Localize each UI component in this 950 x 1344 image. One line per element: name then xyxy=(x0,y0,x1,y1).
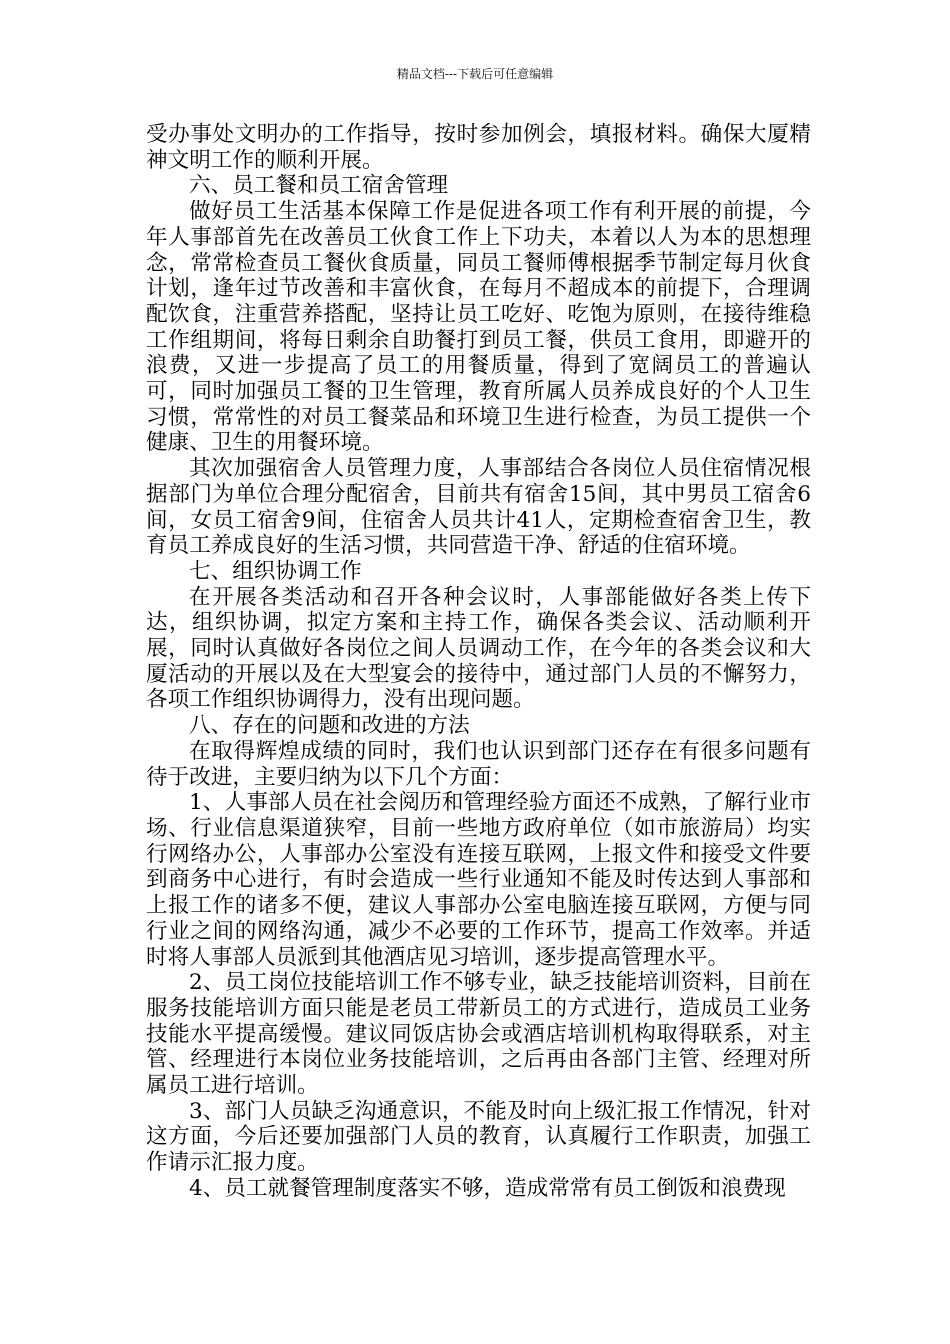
paragraph: 在取得辉煌成绩的同时，我们也认识到部门还存在有很多问题有待于改进，主要归纳为以下几个方面： xyxy=(146,738,811,790)
paragraph: 其次加强宿舍人员管理力度，人事部结合各岗位人员住宿情况根据部门为单位合理分配宿舍，目前共有宿舍15间，其中男员工宿舍6间，女员工宿舍9间，住宿舍人员共计41人，定期检查宿舍卫生，教育员工养成良好的生活习惯，共同营造干净、舒适的住宿环境。 xyxy=(146,456,811,559)
section-heading: 六、员工餐和员工宿舍管理 xyxy=(189,173,449,199)
document-body xyxy=(146,122,811,1202)
list-item: 2、员工岗位技能培训工作不够专业，缺乏技能培训资料，目前在服务技能培训方面只能是老员工带新员工的方式进行，造成员工业务技能水平提高缓慢。建议同饭店协会或酒店培训机构取得联系，对主管、经理进行本岗位业务技能培训，之后再由各部门主管、经理对所属员工进行培训。 xyxy=(146,970,811,1099)
page-header: 精品文档---下载后可任意编辑 xyxy=(396,67,554,81)
list-item: 1、人事部人员在社会阅历和管理经验方面还不成熟，了解行业市场、行业信息渠道狭窄，目前一些地方政府单位（如市旅游局）均实行网络办公，人事部办公室没有连接互联网，上报文件和接受文件要到商务中心进行，有时会造成一些行业通知不能及时传达到人事部和上报工作的诸多不便，建议人事部办公室电脑连接互联网，方便与同行业之间的网络沟通，减少不必要的工作环节，提高工作效率。并适时将人事部人员派到其他酒店见习培训，逐步提高管理水平。 xyxy=(146,790,811,970)
list-item: 4、员工就餐管理制度落实不够，造成常常有员工倒饭和浪费现 xyxy=(189,1175,786,1201)
section-heading: 八、存在的问题和改进的方法 xyxy=(189,713,470,739)
paragraph: 做好员工生活基本保障工作是促进各项工作有利开展的前提，今年人事部首先在改善员工伙食工作上下功夫，本着以人为本的思想理念，常常检查员工餐伙食质量，同员工餐师傅根据季节制定每月伙食计划，逢年过节改善和丰富伙食，在每月不超成本的前提下，合理调配饮食，注重营养搭配，坚持让员工吃好、吃饱为原则，在接待维稳工作组期间，将每日剩余自助餐打到员工餐，供员工食用，即避开的浪费，又进一步提高了员工的用餐质量，得到了宽阔员工的普遍认可，同时加强员工餐的卫生管理，教育所属人员养成良好的个人卫生习惯，常常性的对员工餐菜品和环境卫生进行检查，为员工提供一个健康、卫生的用餐环境。 xyxy=(146,199,811,456)
list-item: 3、部门人员缺乏沟通意识，不能及时向上级汇报工作情况，针对这方面，今后还要加强部门人员的教育，认真履行工作职责，加强工作请示汇报力度。 xyxy=(146,1098,811,1176)
paragraph: 在开展各类活动和召开各种会议时，人事部能做好各类上传下达，组织协调，拟定方案和主持工作，确保各类会议、活动顺利开展，同时认真做好各岗位之间人员调动工作，在今年的各类会议和大厦活动的开展以及在大型宴会的接待中，通过部门人员的不懈努力，各项工作组织协调得力，没有出现问题。 xyxy=(146,584,811,713)
section-heading: 七、组织协调工作 xyxy=(189,558,362,584)
paragraph: 受办事处文明办的工作指导，按时参加例会，填报材料。确保大厦精神文明工作的顺利开展。 xyxy=(146,122,811,173)
